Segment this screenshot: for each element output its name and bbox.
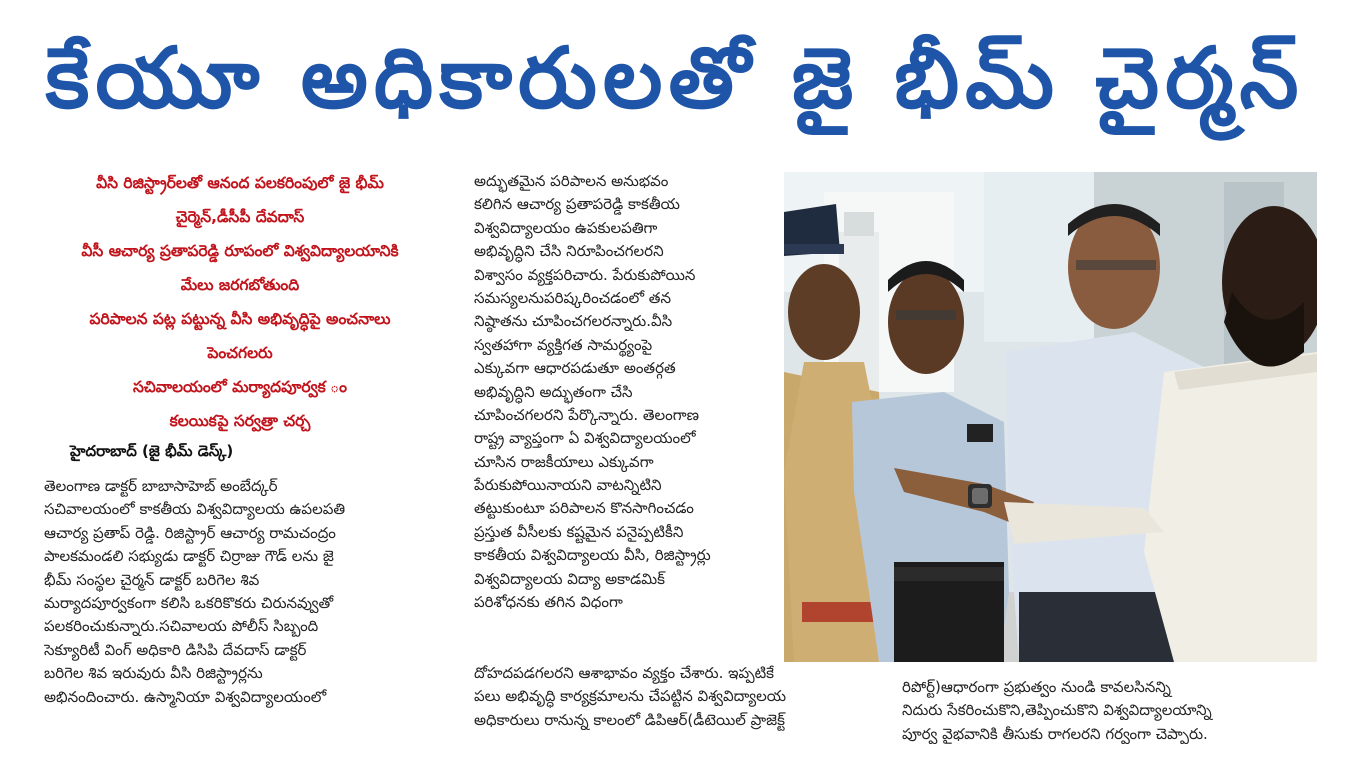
body-line: నిదురు సేకరించుకొని,తెప్పించుకొని విశ్వవిద్యాలయాన్ని: [902, 701, 1212, 720]
body-line: చూపించగలరని పేర్కొన్నారు. తెలంగాణ: [474, 405, 699, 424]
body-line: పేరుకుపోయినాయని వాటన్నిటిని: [474, 476, 662, 495]
body-line: అద్భుతమైన పరిపాలన అనుభవం: [474, 172, 669, 190]
body-line: పూర్వ వైభవానికి తీసుకు రాగలరని గర్వంగా చెప్పారు.: [902, 724, 1208, 743]
body-line: అభివృద్ధిని చేసి నిరూపించగలరని: [474, 242, 664, 261]
body-line: అభివృద్ధిని అద్భుతంగా చేసి: [474, 382, 633, 401]
body-line: సమస్యలనుపరిష్కరించడంలో తన: [474, 288, 672, 307]
body-line: కాకతీయ విశ్వవిద్యాలయ వీసి, రిజిస్ట్రార్లు: [474, 546, 711, 565]
body-line: మర్యాదపూర్వకంగా కలిసి ఒకరికొకరు చిరునవ్వుతో: [44, 593, 334, 612]
body-line: ఆచార్య ప్రతాప్ రెడ్డి. రిజిస్ట్రార్ ఆచార్య రామచంద్రం: [44, 523, 336, 542]
subheading-line: చైర్మెన్,డీసీపీ దేవదాస్: [175, 208, 305, 226]
body-line: తెలంగాణ డాక్టర్ బాబాసాహెబ్ అంబేద్కర్: [44, 477, 278, 495]
body-line: ప్రస్తుత వీసీలకు కష్టమైన పనైప్పటికీని: [474, 522, 684, 541]
dateline: హైదరాబాద్ (జై భీమ్ డెస్క్): [70, 442, 234, 460]
body-line: సెక్యూరిటీ వింగ్ అధికారి డిసిపి దేవదాస్ డాక్టర్: [44, 640, 307, 659]
subheading-line: కలయికపై సర్వత్రా చర్చ: [169, 412, 311, 430]
body-column-1: [44, 475, 454, 709]
subheading-line: వీసీ ఆచార్య ప్రతాపరెడ్డి రూపంలో విశ్వవిద్యాలయానికి: [81, 242, 399, 260]
body-column-3: [902, 676, 1332, 746]
subheading-line: సచివాలయంలో మర్యాదపూర్వక ం: [133, 378, 347, 396]
body-line: అభినందించారు. ఉస్మానియా విశ్వవిద్యాలయంలో: [44, 687, 327, 706]
body-line: పరిశోధనకు తగిన విధంగా: [474, 593, 623, 612]
body-column-2-continued: [474, 662, 894, 732]
body-line: కలిగిన ఆచార్య ప్రతాపరెడ్డి కాకతీయ: [474, 195, 680, 214]
body-line: బరిగెల శివ ఇరువురు వీసి రిజిస్ట్రార్లను: [44, 664, 263, 683]
body-line: భీమ్ సంస్థల చైర్మన్ డాక్టర్ బరిగెల శివ: [44, 570, 260, 589]
subheading-line: పరిపాలన పట్ల పట్టున్న వీసి అభివృద్ధిపై అంచనాలు: [89, 310, 391, 328]
headline: కేయూ అధికారులతో జై భీమ్ చైర్మన్: [45, 29, 1305, 127]
body-line: పలకరించుకున్నారు.సచివాలయ పోలీస్ సిబ్బంది: [44, 617, 319, 636]
body-line: నిష్ఠాతను చూపించగలరన్నారు.వీసి: [474, 312, 673, 331]
body-line: విశ్వాసం వ్యక్తపరిచారు. పేరుకుపోయిన: [474, 265, 696, 284]
body-line: అధికారులు రానున్న కాలంలో డిపిఆర్(డీటెయిల్ ప్రాజెక్ట్: [474, 710, 785, 729]
body-column-2: [474, 170, 774, 614]
body-line: రాష్ట్ర వ్యాప్తంగా ఏ విశ్వవిద్యాలయంలో: [474, 429, 696, 448]
subheading-line: మేలు జరగబోతుంది: [180, 276, 300, 294]
body-line: స్వతహాగా వ్యక్తిగత సామర్థ్యంపై: [474, 335, 653, 354]
subheadings: [30, 166, 450, 438]
body-line: దోహదపడగలరని ఆశాభావం వ్యక్తం చేశారు. ఇప్పటికే: [474, 664, 774, 682]
subheading-line: పెంచగలరు: [207, 344, 273, 362]
body-line: ఎక్కువగా ఆధారపడుతూ అంతర్గత: [474, 359, 676, 378]
body-line: రిపోర్ట్)ఆధారంగా ప్రభుత్వం నుండి కావలసినన్ని: [902, 678, 1171, 696]
body-line: తట్టుకుంటూ పరిపాలన కొనసాగించడం: [474, 499, 694, 518]
body-line: చూసిన రాజకీయాలు ఎక్కువగా: [474, 452, 654, 471]
body-line: పాలకమండలి సభ్యుడు డాక్టర్ చిర్రాజు గౌడ్ లను జై: [44, 547, 334, 566]
body-line: సచివాలయంలో కాకతీయ విశ్వవిద్యాలయ ఉపలపతి: [44, 500, 346, 519]
body-line: పలు అభివృద్ధి కార్యక్రమాలను చేపట్టిన విశ్వవిద్యాలయ: [474, 687, 787, 706]
body-line: విశ్వవిద్యాలయ విద్యా అకాడమిక్: [474, 569, 665, 588]
body-line: విశ్వవిద్యాలయం ఉపకులపతిగా: [474, 218, 658, 237]
subheading-line: వీసి రిజిస్ట్రార్‌లతో ఆనంద పలకరింపులో జై భీమ్: [96, 174, 384, 192]
news-photo: [784, 172, 1317, 662]
